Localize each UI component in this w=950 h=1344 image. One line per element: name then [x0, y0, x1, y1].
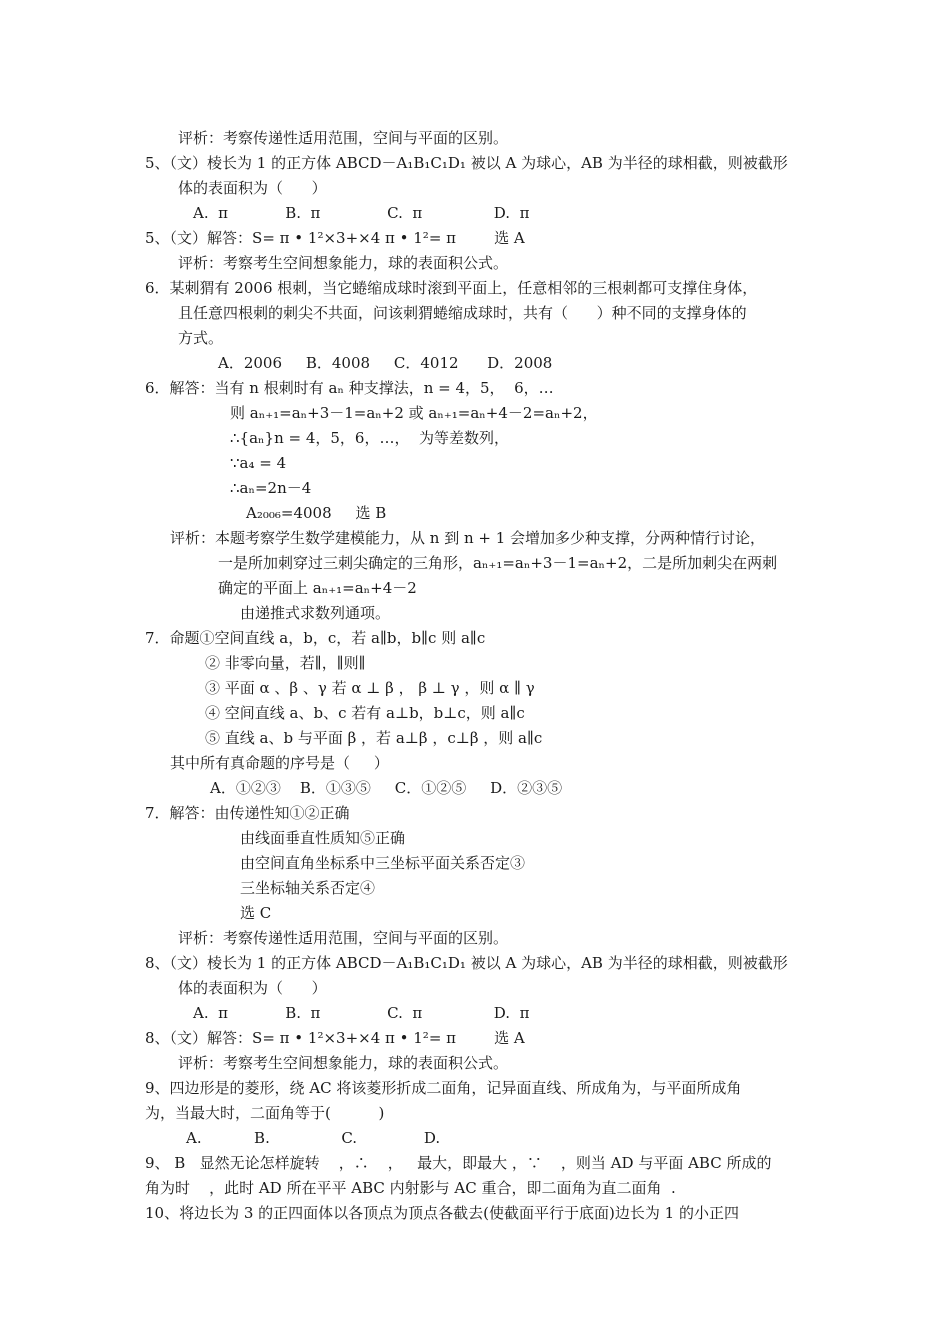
text-line: 10、将边长为 3 的正四面体以各顶点为顶点各截去(使截面平行于底面)边长为 1 的小正四	[145, 1204, 739, 1222]
text-line: 则 aₙ₊₁=aₙ+3－1=aₙ+2 或 aₙ₊₁=aₙ+4－2=aₙ+2，	[230, 404, 598, 422]
text-line: A. π B. π C. π D. π	[193, 204, 530, 222]
text-line: 评析：考察传递性适用范围，空间与平面的区别。	[178, 929, 509, 947]
text-line: ∴aₙ=2n－4	[230, 479, 312, 497]
text-line: 体的表面积为（ ）	[178, 979, 327, 997]
text-line: ∴{aₙ}n = 4，5，6，…， 为等差数列，	[230, 429, 509, 447]
text-line: 评析：考察传递性适用范围，空间与平面的区别。	[178, 129, 509, 147]
text-line: 由空间直角坐标系中三坐标平面关系否定③	[240, 854, 526, 872]
text-line: 6．某刺猬有 2006 根刺，当它蜷缩成球时滚到平面上，任意相邻的三根刺都可支撑住身体，	[145, 279, 758, 297]
text-line: A．①②③ B．①③⑤ C．①②⑤ D．②③⑤	[210, 779, 563, 797]
text-line: 由递推式求数列通项。	[240, 604, 391, 622]
text-line: A．2006 B．4008 C．4012 D．2008	[218, 354, 553, 372]
text-line: 8、（文）解答：S= π • 1²×3+×4 π • 1²= π 选 A	[145, 1029, 525, 1047]
text-line: 角为时 ，此时 AD 所在平平 ABC 内射影与 AC 重合，即二面角为直二面角 .	[145, 1179, 676, 1197]
text-line: 方式。	[178, 329, 224, 347]
text-line: 8、（文）棱长为 1 的正方体 ABCD－A₁B₁C₁D₁ 被以 A 为球心，AB 为半径的球相截，则被截形	[145, 954, 788, 972]
text-line: 一是所加刺穿过三刺尖确定的三角形，aₙ₊₁=aₙ+3－1=aₙ+2，二是所加刺尖在两刺	[218, 554, 778, 572]
text-line: 5、（文）解答：S= π • 1²×3+×4 π • 1²= π 选 A	[145, 229, 525, 247]
text-line: 选 C	[240, 904, 272, 922]
text-line: 6．解答：当有 n 根刺时有 aₙ 种支撑法，n = 4，5， 6，…	[145, 379, 554, 397]
text-line: 体的表面积为（ ）	[178, 179, 327, 197]
text-line: 9、四边形是的菱形，绕 AC 将该菱形折成二面角，记异面直线、所成角为，与平面所成角	[145, 1079, 742, 1097]
text-line: 确定的平面上 aₙ₊₁=aₙ+4－2	[218, 579, 417, 597]
text-line: 由线面垂直性质知⑤正确	[240, 829, 406, 847]
text-line: 7．解答：由传递性知①②正确	[145, 804, 350, 822]
text-line: 9、 B 显然无论怎样旋转 ，∴ ， 最大，即最大 ，∵ ，则当 AD 与平面 ABC 所成的	[145, 1154, 772, 1172]
text-line: A₂₀₀₆=4008 选 B	[246, 504, 387, 522]
text-line: 且任意四根刺的刺尖不共面，问该刺猬蜷缩成球时，共有（ ）种不同的支撑身体的	[178, 304, 747, 322]
text-line: ∵a₄ = 4	[230, 454, 287, 472]
text-line: ③ 平面 α 、β 、γ 若 α ⊥ β ， β ⊥ γ ，则 α ∥ γ	[205, 679, 535, 697]
text-line: 为，当最大时，二面角等于( )	[145, 1104, 385, 1122]
text-line: 5、（文）棱长为 1 的正方体 ABCD－A₁B₁C₁D₁ 被以 A 为球心，AB 为半径的球相截，则被截形	[145, 154, 788, 172]
text-line: 评析：考察考生空间想象能力，球的表面积公式。	[178, 1054, 509, 1072]
text-line: 其中所有真命题的序号是（ ）	[170, 754, 389, 772]
text-line: 评析：考察考生空间想象能力，球的表面积公式。	[178, 254, 509, 272]
text-line: ⑤ 直线 a、b 与平面 β ，若 a⊥β ，c⊥β ，则 a∥c	[205, 729, 543, 747]
text-line: A. B. C. D.	[186, 1129, 441, 1147]
text-line: 7．命题①空间直线 a，b，c，若 a∥b，b∥c 则 a∥c	[145, 629, 486, 647]
text-line: 三坐标轴关系否定④	[240, 879, 376, 897]
text-line: ④ 空间直线 a、b、c 若有 a⊥b，b⊥c，则 a∥c	[205, 704, 525, 722]
text-line: 评析：本题考察学生数学建模能力，从 n 到 n + 1 会增加多少种支撑，分两种情行讨论，	[170, 529, 766, 547]
text-line: A. π B. π C. π D. π	[193, 1004, 530, 1022]
text-line: ② 非零向量，若∥，∥则∥	[205, 654, 366, 672]
